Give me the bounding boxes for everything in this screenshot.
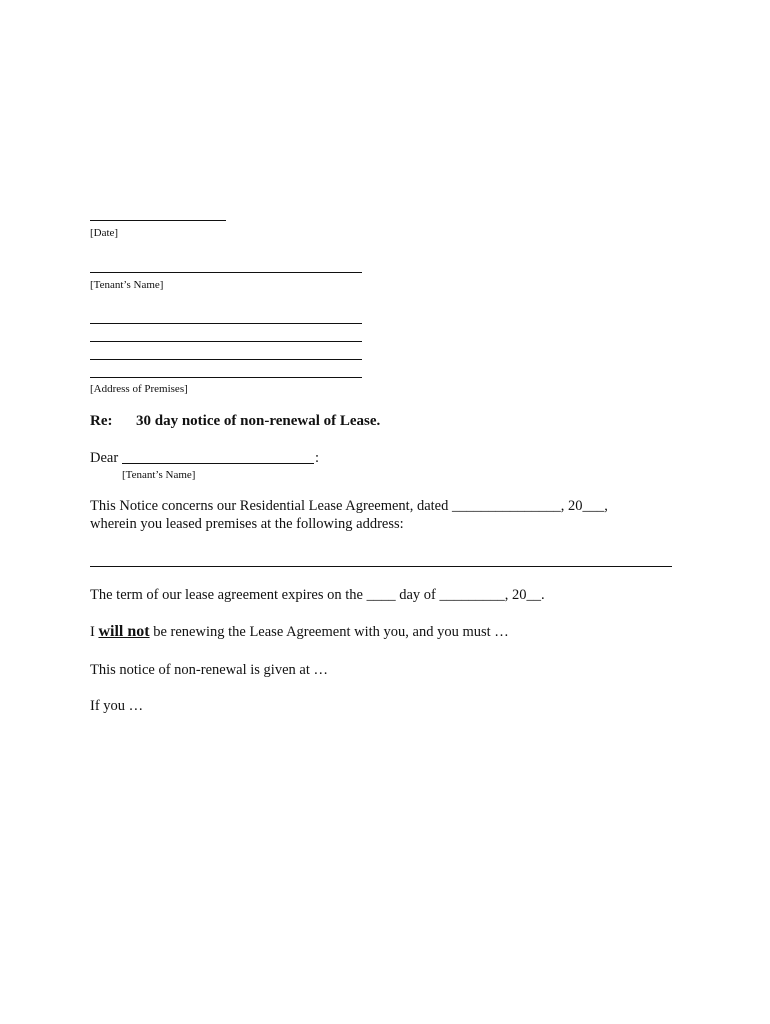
will-not-emphasis: will not [98,623,150,640]
address-blank-line-2[interactable] [90,341,362,342]
salutation-name-label: [Tenant’s Name] [122,469,196,481]
will-not-paragraph [90,623,509,641]
salutation-suffix: : [315,450,320,466]
re-subject: 30 day notice of non-renewal of Lease. [136,413,381,429]
salutation-prefix: Dear [90,450,119,466]
date-label: [Date] [90,227,119,239]
address-blank-line-4[interactable] [90,377,362,378]
if-you-paragraph: If you … [90,698,144,714]
tenant-name-blank-line[interactable] [90,272,362,273]
will-not-rest: be renewing the Lease Agreement with you, and you must … [153,624,509,640]
address-blank-line-3[interactable] [90,359,362,360]
given-paragraph: This notice of non-renewal is given at … [90,662,328,678]
address-label: [Address of Premises] [90,383,188,395]
notice-paragraph-line-1: This Notice concerns our Residential Lease Agreement, dated _______________, 20___, [90,498,608,514]
will-not-prefix: I [90,624,95,640]
premises-address-blank-line[interactable] [90,566,672,567]
re-label: Re: [90,413,113,429]
tenant-name-label: [Tenant’s Name] [90,279,164,291]
notice-paragraph-line-2: wherein you leased premises at the following address: [90,516,404,532]
term-paragraph: The term of our lease agreement expires on the ____ day of _________, 20__. [90,587,545,603]
address-blank-line-1[interactable] [90,323,362,324]
salutation-name-blank-line[interactable] [122,463,314,464]
date-blank-line[interactable] [90,220,226,221]
